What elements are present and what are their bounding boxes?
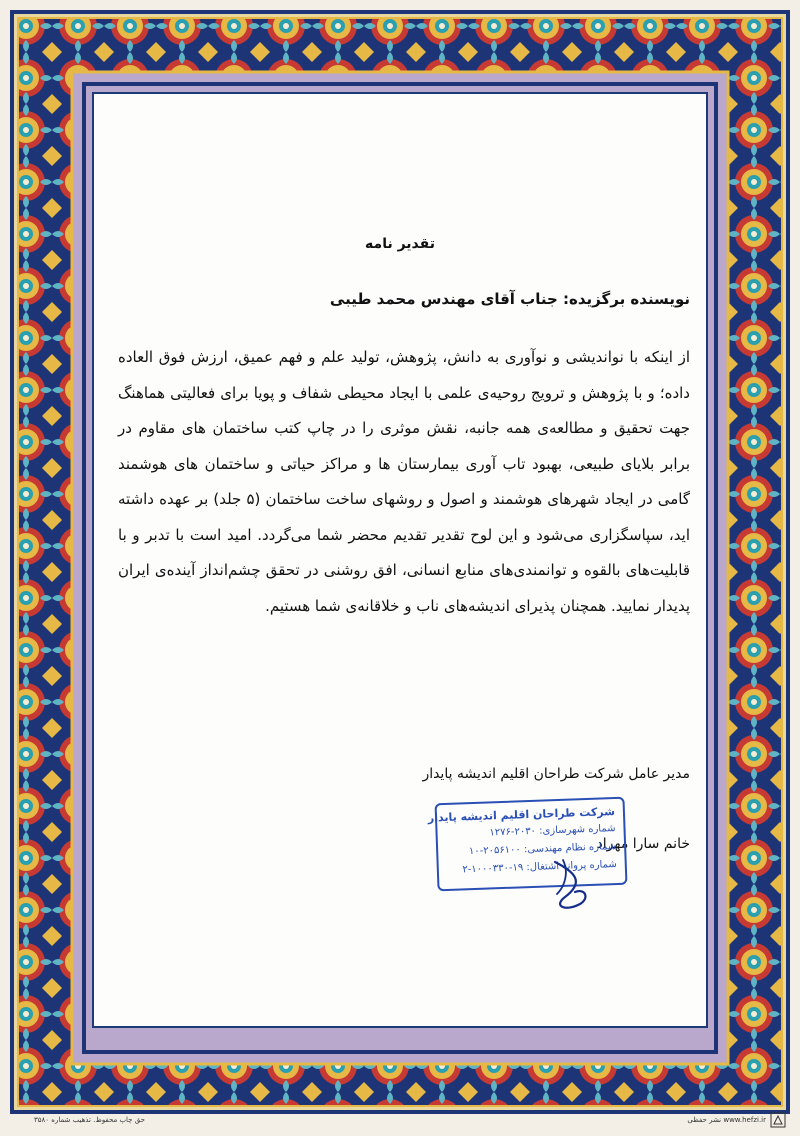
signer-title: مدیر عامل شرکت طراحان اقلیم اندیشه پایدار — [422, 766, 690, 782]
publisher-logo-icon — [770, 1112, 786, 1128]
recipient-line: نویسنده برگزیده: جناب آقای مهندس محمد طیبی — [329, 290, 690, 308]
stamp-line-4: شماره پروانه اشتغال: ۱۹-۱۰۰۰۳۳۰-۲ — [462, 859, 617, 876]
stamp-line-3: شماره نظام مهندسی: ۲۰۵۶۱۰۰-۱۰ — [468, 841, 617, 858]
stamp-line-2: شماره شهرسازی: ۲۰۳۰-۱۲۷۶ — [489, 823, 616, 839]
stamp-company: شرکت طراحان اقلیم اندیشه پایدار — [427, 805, 616, 825]
signature-icon — [535, 842, 615, 922]
certificate-body: از اینکه با نواندیشی و نوآوری به دانش، پژوهش، تولید علم و فهم عمیق، ارزش فوق العاده داده؛ و با پژوهش و ترویج روحیه‌ی علمی با ایجاد محیطی شفاف و پویا برای فعالیتی هماهنگ جهت تحقیق و مطالعه‌ی همه جانبه، نقش موثری را در چاپ کتب ساختمان های مقاوم در برابر بلایای طبیعی، بهبود تاب آوری بیمارستان ها و مراکز حیاتی و ساختمان های هوشمند گامی در ایجاد شهرهای هوشمند و اصول و روشهای ساخت ساختمان (۵ جلد) بر عهده داشته اید، سپاسگزاری می‌شود و این لوح تقدیر تقدیم محضر شما می‌گردد. امید است با تدبر و با قابلیت‌های بالقوه و توانمندی‌های منابع انسانی، افق روشنی در تحقق چشم‌انداز آینده‌ی ایران پدیدار نمایید. همچنان پذیرای اندیشه‌های ناب و خلاقانه‌ی شما هستیم. — [118, 348, 690, 615]
footer-copyright: حق چاپ محفوظ. تذهیب شماره ۳۵۸۰ — [34, 1116, 145, 1124]
footer-publisher: www.hefzi.ir نشر حفظی — [687, 1116, 766, 1124]
certificate-title: تقدیر نامه — [365, 236, 435, 252]
signer-name: خانم سارا مهراد — [596, 836, 690, 852]
